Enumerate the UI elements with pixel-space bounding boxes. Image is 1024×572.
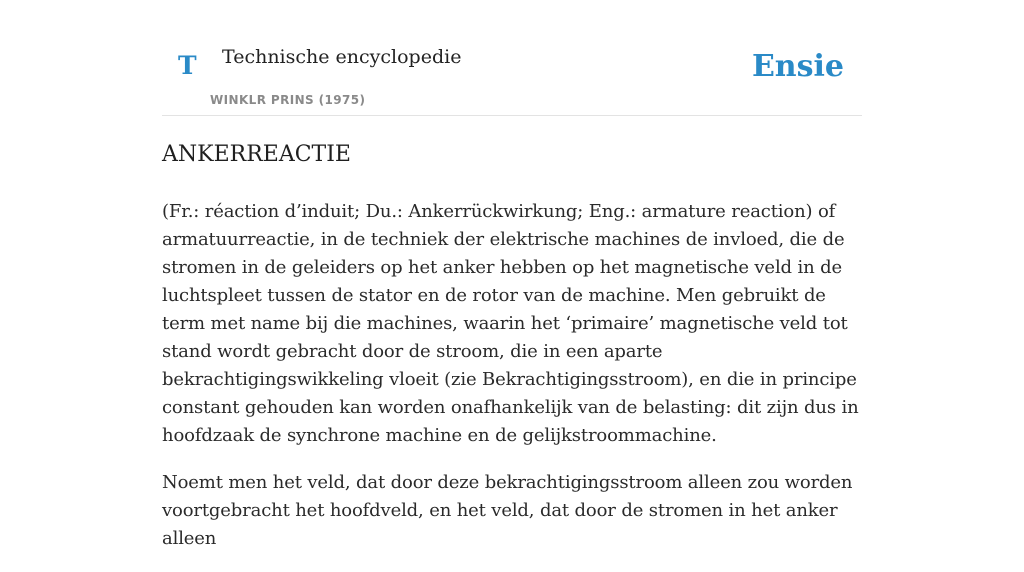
article-title: ANKERREACTIE [162, 142, 351, 167]
ensie-logo[interactable]: Ensie [751, 49, 844, 84]
article-paragraph: Noemt men het veld, dat door deze bekrachtigingsstroom alleen zou worden voortgebracht het hoofdveld, en het veld, dat door de stromen in het anker alleen [162, 472, 853, 549]
article [162, 138, 862, 572]
site-header [162, 0, 862, 116]
encyclopedia-title-link[interactable]: Technische encyclopedie [222, 46, 462, 68]
article-paragraph: (Fr.: réaction d’induit; Du.: Ankerrückwirkung; Eng.: armature reaction) of armatuurreactie, in de techniek der elektrische machines de invloed, die de stromen in de geleiders op het anker hebben op het magnetische veld in de luchtspleet tussen de stator en de rotor van de machine. Men gebruikt de term met name bij die machines, waarin het ‘primaire’ magnetische veld tot stand wordt gebracht door de stroom, die in een aparte bekrachtigingswikkeling vloeit (zie Bekrachtigingsstroom), en die in principe constant gehouden kan worden onafhankelijk van de belasting: dit zijn dus in hoofdzaak de synchrone machine en de gelijkstroommachine. [162, 201, 859, 446]
edition-label: WINKLR PRINS (1975) [210, 93, 366, 107]
encyclopedia-logo-icon[interactable]: T [178, 51, 197, 80]
